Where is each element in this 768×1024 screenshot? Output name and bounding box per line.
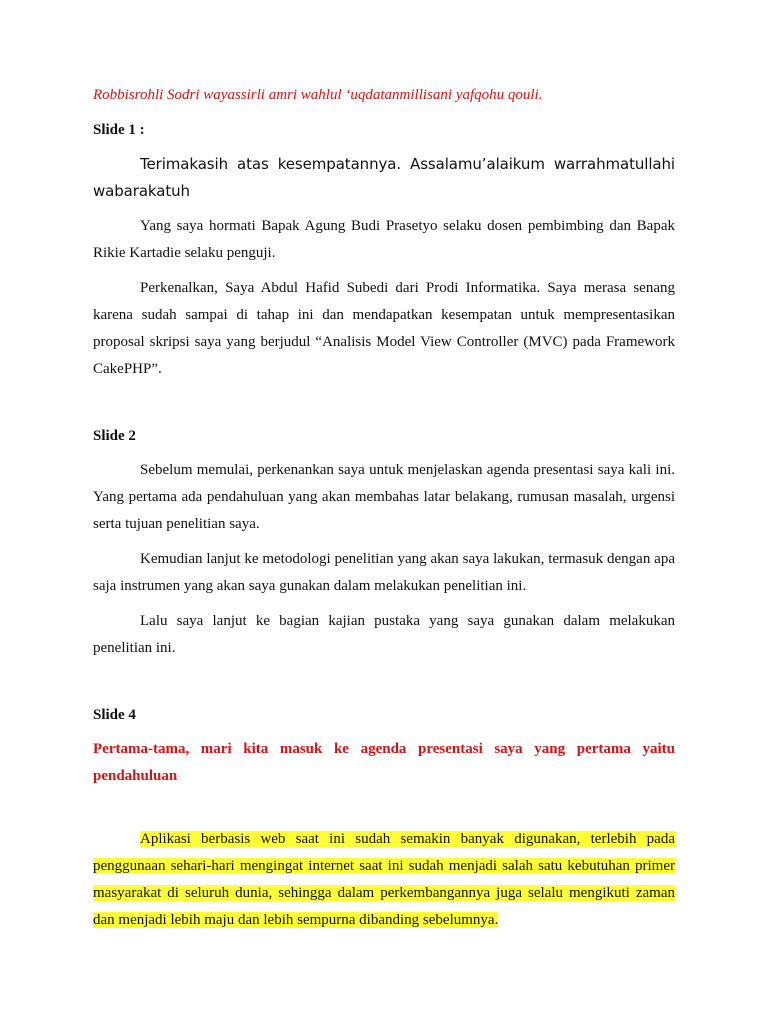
slide-2-literature: Lalu saya lanjut ke bagian kajian pustaka yang saya gunakan dalam melakukan penelitian ini. [93, 613, 675, 656]
highlighted-text: Aplikasi berbasis web saat ini sudah semakin banyak digunakan, terlebih pada penggunaan sehari-hari mengingat internet saat ini sudah menjadi salah satu kebutuhan primer masyarakat di seluruh dunia, sehingga dalam perkembangannya juga selalu mengikuti zaman dan menjadi lebih maju dan lebih sempurna dibanding sebelumnya. [93, 831, 675, 928]
slide-2-methodology: Kemudian lanjut ke metodologi penelitian yang akan saya lakukan, termasuk dengan apa saja instrumen yang akan saya gunakan dalam melakukan penelitian ini. [93, 551, 675, 594]
slide-1-heading: Slide 1 : [93, 122, 145, 138]
slide-1-greeting: Terimakasih atas kesempatannya. Assalamu’alaikum warrahmatullahi wabarakatuh [93, 155, 675, 200]
slide-4-lead: Pertama-tama, mari kita masuk ke agenda presentasi saya yang pertama yaitu pendahuluan [93, 741, 675, 784]
slide-1-introduction: Perkenalkan, Saya Abdul Hafid Subedi dari Prodi Informatika. Saya merasa senang karena sudah sampai di tahap ini dan mendapatkan kesempatan untuk mempresentasikan proposal skripsi saya yang berjudul “Analisis Model View Controller (MVC) pada Framework CakePHP”. [93, 280, 675, 377]
document-page [93, 84, 675, 934]
slide-4-heading: Slide 4 [93, 707, 136, 723]
slide-4-highlighted-paragraph [93, 826, 675, 934]
slide-2-heading: Slide 2 [93, 428, 136, 444]
intro-prayer: Robbisrohli Sodri wayassirli amri wahlul ‘uqdatanmillisani yafqohu qouli. [93, 87, 543, 103]
slide-2-agenda: Sebelum memulai, perkenankan saya untuk menjelaskan agenda presentasi saya kali ini. Yang pertama ada pendahuluan yang akan membahas latar belakang, rumusan masalah, urgensi serta tujuan penelitian saya. [93, 462, 675, 532]
slide-1-respect: Yang saya hormati Bapak Agung Budi Prasetyo selaku dosen pembimbing dan Bapak Rikie Kartadie selaku penguji. [93, 218, 675, 261]
